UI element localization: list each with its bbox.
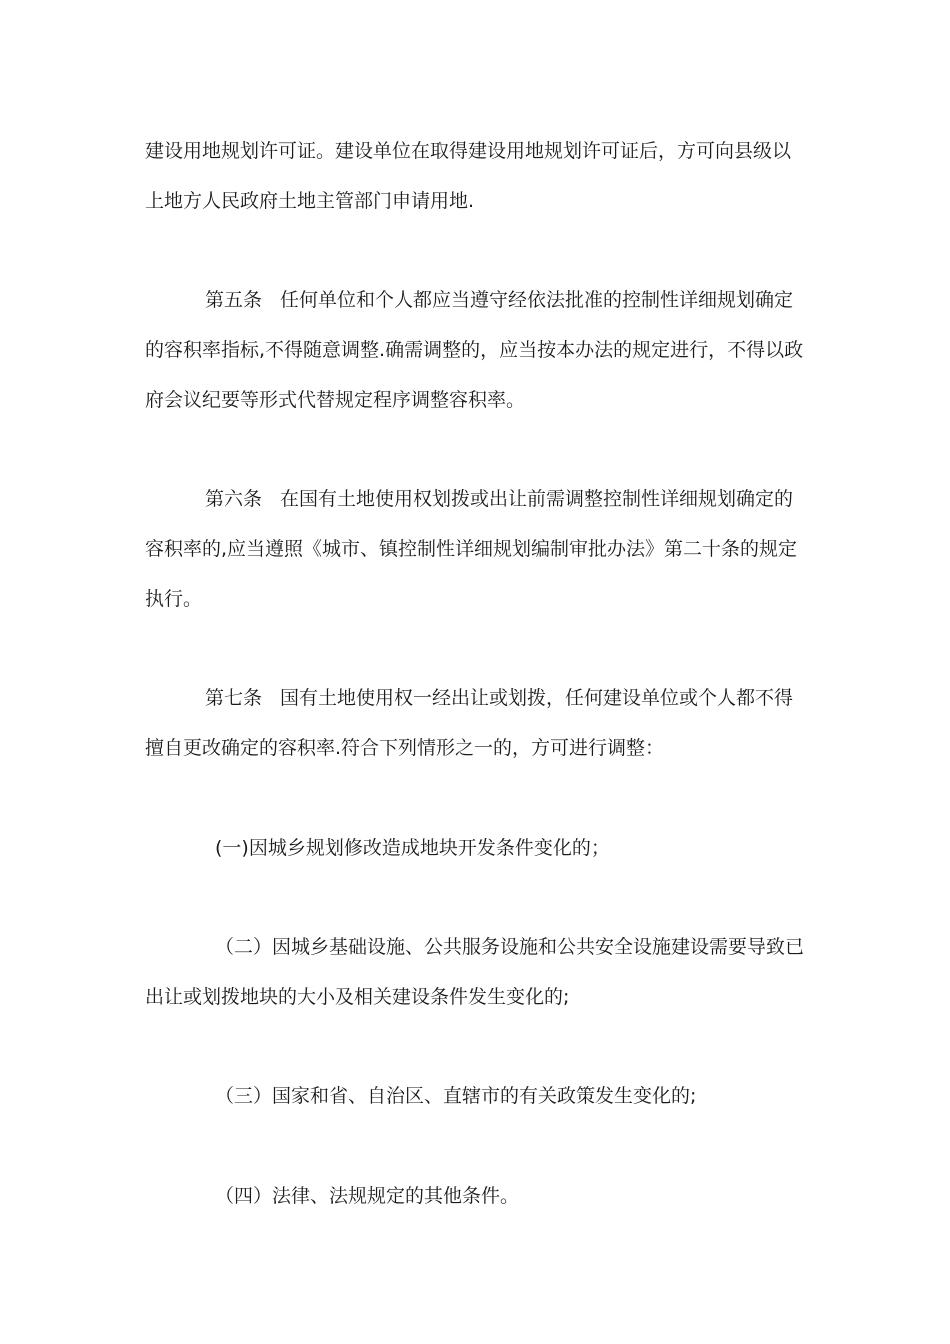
article-5-line-3: 府会议纪要等形式代替规定程序调整容积率。 [145, 389, 526, 411]
item-2-line-2: 出让或划拨地块的大小及相关建设条件发生变化的; [145, 986, 570, 1008]
item-3-line-1: （三）国家和省、自治区、直辖市的有关政策发生变化的; [215, 1085, 697, 1107]
article-6-number: 第六条 [205, 488, 263, 510]
item-2-line-1: （二）因城乡基础设施、公共服务设施和公共安全设施建设需要导致已 [215, 936, 805, 958]
article-7-text-1: 国有土地使用权一经出让或划拨，任何建设单位或个人都不得 [280, 687, 794, 709]
article-7-line-2: 擅自更改确定的容积率.符合下列情形之一的，方可进行调整： [145, 737, 665, 759]
article-5-line-1 [205, 287, 805, 313]
item-4-line-1: （四）法律、法规规定的其他条件。 [215, 1185, 520, 1207]
paragraph-1-line-2: 上地方人民政府土地主管部门申请用地. [145, 190, 475, 212]
article-6-line-2: 容积率的,应当遵照《城市、镇控制性详细规划编制审批办法》第二十条的规定 [145, 538, 798, 560]
article-6-line-3: 执行。 [145, 588, 203, 610]
article-5-line-2: 的容积率指标,不得随意调整.确需调整的，应当按本办法的规定进行，不得以政 [145, 339, 804, 361]
article-6-line-1 [205, 486, 805, 512]
article-5-text-1: 任何单位和个人都应当遵守经依法批准的控制性详细规划确定 [280, 289, 794, 311]
paragraph-1-line-1: 建设用地规划许可证。建设单位在取得建设用地规划许可证后，方可向县级以 [145, 140, 792, 162]
item-1-line-1: (一)因城乡规划修改造成地块开发条件变化的； [215, 837, 610, 859]
article-7-number: 第七条 [205, 687, 263, 709]
article-6-text-1: 在国有土地使用权划拨或出让前需调整控制性详细规划确定的 [280, 488, 794, 510]
article-5-number: 第五条 [205, 289, 263, 311]
article-7-line-1 [205, 685, 805, 711]
